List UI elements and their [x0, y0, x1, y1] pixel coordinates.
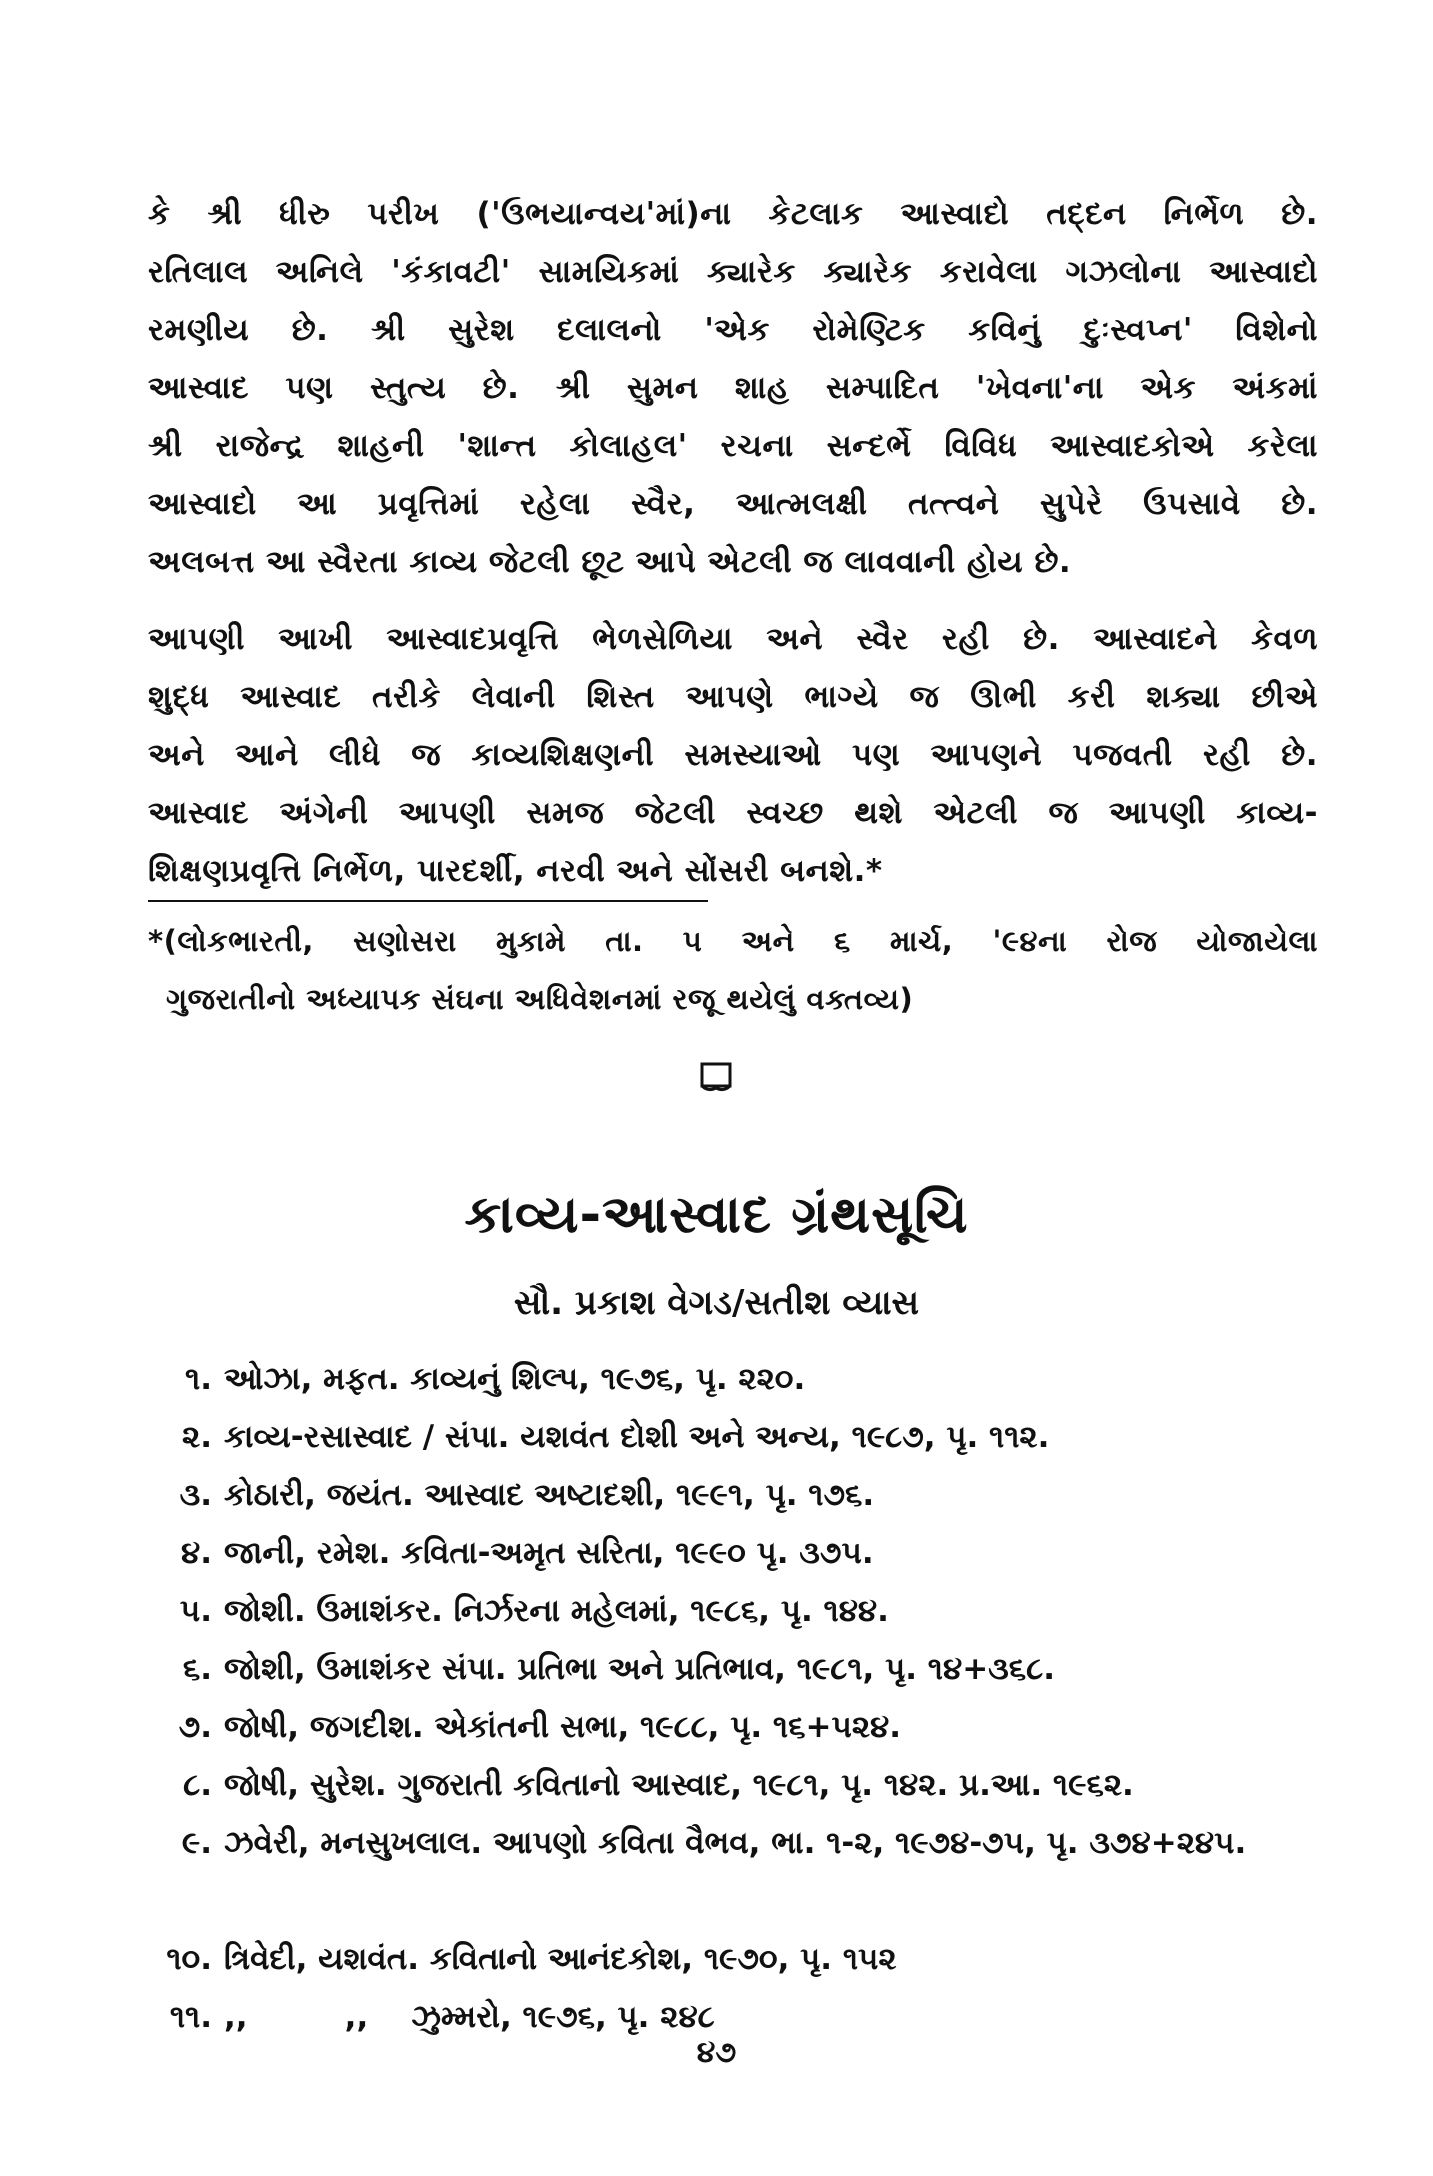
- text-line: શ્રી રાજેન્દ્ર શાહની 'શાન્ત કોલાહલ' રચના સન્દર્ભે વિવિધ આસ્વાદકોએ કરેલા: [148, 428, 1318, 464]
- item-text: ,, ,, ઝુમ્મરો, ૧૯૭૬, પૃ. ૨૪૮: [224, 1999, 715, 2035]
- item-number: ૮.: [183, 1767, 212, 1803]
- bibliography-item: [148, 1930, 1348, 1988]
- bibliography-item: [148, 1756, 1348, 1814]
- bibliography-item: [148, 1698, 1348, 1756]
- item-number: ૧૧.: [169, 1999, 212, 2035]
- item-number: ૭.: [178, 1709, 212, 1745]
- bibliography-item: [148, 1582, 1348, 1640]
- text-line: રતિલાલ અનિલે 'કંકાવટી' સામયિકમાં ક્યારેક ક્યારેક કરાવેલા ગઝલોના આસ્વાદો: [148, 254, 1318, 290]
- bibliography-item: [148, 1524, 1348, 1582]
- text-line: આસ્વાદો આ પ્રવૃત્તિમાં રહેલા સ્વૈર, આત્મલક્ષી તત્ત્વને સુપેરે ઉપસાવે છે.: [148, 486, 1318, 522]
- text-line: અને આને લીધે જ કાવ્યશિક્ષણની સમસ્યાઓ પણ આપણને પજવતી રહી છે.: [148, 737, 1318, 773]
- text-line: આસ્વાદ પણ સ્તુત્ય છે. શ્રી સુમન શાહ સમ્પાદિત 'ખેવના'ના એક અંકમાં: [148, 370, 1318, 406]
- bibliography-item: [148, 1350, 1348, 1408]
- item-text: ત્રિવેદી, યશવંત. કવિતાનો આનંદકોશ, ૧૯૭૦, પૃ. ૧૫૨: [224, 1941, 897, 1977]
- paragraph-1: [148, 185, 1318, 591]
- text-line: કે શ્રી ધીરુ પરીખ ('ઉભયાન્વય'માં)ના કેટલાક આસ્વાદો તદ્દન નિર્ભેળ છે.: [148, 196, 1318, 232]
- paragraph-2: [148, 610, 1318, 900]
- text-line: આસ્વાદ અંગેની આપણી સમજ જેટલી સ્વચ્છ થશે એટલી જ આપણી કાવ્ય-: [148, 795, 1318, 831]
- item-number: ૯.: [181, 1825, 212, 1861]
- bibliography-item: [148, 1466, 1348, 1524]
- footnote-line: ગુજરાતીનો અધ્યાપક સંઘના અધિવેશનમાં રજૂ થયેલું વક્તવ્ય): [166, 982, 914, 1016]
- item-text: જાની, રમેશ. કવિતા-અમૃત સરિતા, ૧૯૯૦ પૃ. ૩૭૫.: [224, 1535, 874, 1571]
- item-text: કાવ્ય-રસાસ્વાદ / સંપા. યશવંત દોશી અને અન્ય, ૧૯૮૭, પૃ. ૧૧૨.: [224, 1419, 1050, 1455]
- item-text: કોઠારી, જયંત. આસ્વાદ અષ્ટાદશી, ૧૯૯૧, પૃ. ૧૭૬.: [224, 1477, 875, 1513]
- page-number: ૪૭: [696, 2035, 737, 2070]
- bibliography-item: [148, 1408, 1348, 1466]
- item-number: ૫.: [179, 1593, 212, 1629]
- item-number: ૨.: [182, 1419, 212, 1455]
- bibliography-list: [148, 1350, 1348, 2046]
- item-number: ૧.: [185, 1361, 212, 1397]
- footnote-rule: [148, 900, 708, 902]
- bibliography-item: [148, 1640, 1348, 1698]
- item-number: ૬.: [182, 1651, 212, 1687]
- text-line: રમણીય છે. શ્રી સુરેશ દલાલનો 'એક રોમેણ્ટિક કવિનું દુઃસ્વપ્ન' વિશેનો: [148, 312, 1318, 348]
- item-text: જોષી, સુરેશ. ગુજરાતી કવિતાનો આસ્વાદ, ૧૯૮૧, પૃ. ૧૪૨. પ્ર.આ. ૧૯૬૨.: [224, 1767, 1134, 1803]
- item-text: જોશી. ઉમાશંકર. નિર્ઝરના મહેલમાં, ૧૯૮૬, પૃ. ૧૪૪.: [224, 1593, 889, 1629]
- footnote-line: *(લોકભારતી, સણોસરા મુકામે તા. ૫ અને ૬ માર્ચ, '૯૪ના રોજ યોજાયેલા: [148, 924, 1318, 958]
- text-line: શિક્ષણપ્રવૃત્તિ નિર્ભેળ, પારદર્શી, નરવી અને સોંસરી બનશે.*: [148, 853, 883, 889]
- item-number: ૪.: [181, 1535, 212, 1571]
- section-title: કાવ્ય-આસ્વાદ ગ્રંથસૂચિ: [464, 1185, 969, 1245]
- item-text: જોષી, જગદીશ. એકાંતની સભા, ૧૯૮૮, પૃ. ૧૬+૫૨૪.: [224, 1709, 902, 1745]
- item-text: ઝવેરી, મનસુખલાલ. આપણો કવિતા વૈભવ, ભા. ૧-૨, ૧૯૭૪-૭૫, પૃ. ૩૭૪+૨૪૫.: [224, 1825, 1247, 1861]
- footnote: [148, 912, 1318, 1028]
- text-line: આપણી આખી આસ્વાદપ્રવૃત્તિ ભેળસેળિયા અને સ્વૈર રહી છે. આસ્વાદને કેવળ: [148, 621, 1318, 657]
- book-ornament-icon: [698, 1060, 734, 1094]
- item-text: જોશી, ઉમાશંકર સંપા. પ્રતિભા અને પ્રતિભાવ, ૧૯૮૧, પૃ. ૧૪+૩૬૮.: [224, 1651, 1055, 1687]
- section-authors: સૌ. પ્રકાશ વેગડ/સતીશ વ્યાસ: [513, 1283, 920, 1323]
- item-number: ૧૦.: [166, 1941, 212, 1977]
- item-number: ૩.: [179, 1477, 212, 1513]
- item-text: ઓઝા, મફત. કાવ્યનું શિલ્પ, ૧૯૭૬, પૃ. ૨૨૦.: [224, 1361, 806, 1397]
- text-line: શુદ્ધ આસ્વાદ તરીકે લેવાની શિસ્ત આપણે ભાગ્યે જ ઊભી કરી શક્યા છીએ: [148, 679, 1318, 715]
- text-line: અલબત્ત આ સ્વૈરતા કાવ્ય જેટલી છૂટ આપે એટલી જ લાવવાની હોય છે.: [148, 544, 1072, 580]
- bibliography-item: [148, 1814, 1348, 1930]
